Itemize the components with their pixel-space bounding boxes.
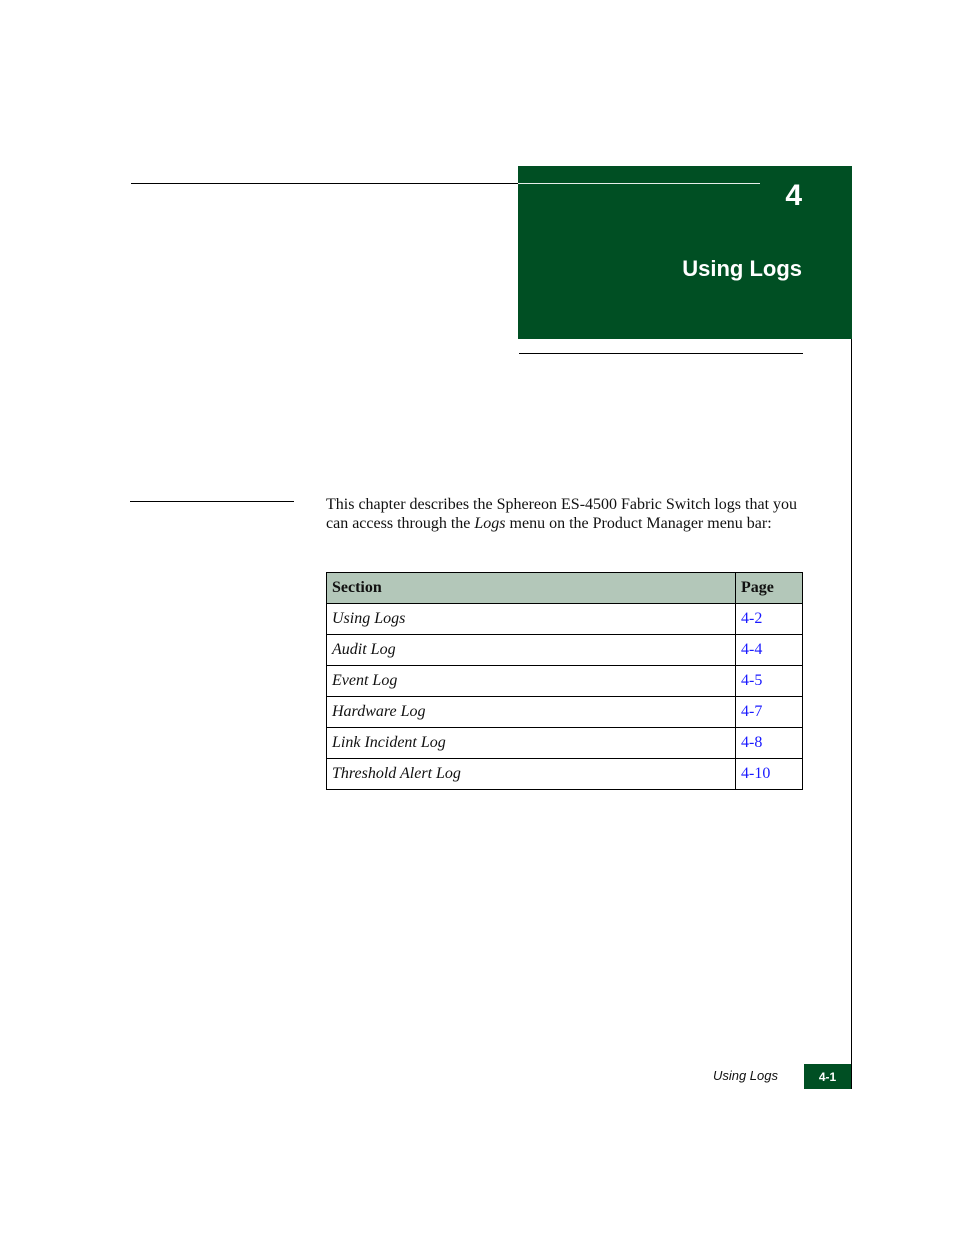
intro-menu-name: Logs xyxy=(474,515,506,532)
heading-underline xyxy=(519,353,803,354)
chapter-number: 4 xyxy=(785,179,802,212)
page-link[interactable]: 4-7 xyxy=(736,697,803,728)
section-cell: Audit Log xyxy=(327,635,736,666)
page-link[interactable]: 4-8 xyxy=(736,728,803,759)
page-link[interactable]: 4-4 xyxy=(736,635,803,666)
page-link[interactable]: 4-2 xyxy=(736,604,803,635)
table-row xyxy=(327,604,803,635)
chapter-title: Using Logs xyxy=(682,256,802,281)
table-row xyxy=(327,666,803,697)
table-header-row xyxy=(327,573,803,604)
table-row xyxy=(327,728,803,759)
table-row xyxy=(327,759,803,790)
table-row xyxy=(327,697,803,728)
section-cell: Event Log xyxy=(327,666,736,697)
footer-chapter-title: Using Logs xyxy=(712,1068,778,1083)
intro-text-before: This chapter describes the Sphereon ES-4500 Fabric Switch logs that you can access through the xyxy=(326,496,798,532)
table-row xyxy=(327,635,803,666)
heading-rule-inner xyxy=(518,183,760,184)
footer-page-number: 4-1 xyxy=(804,1064,851,1089)
section-cell: Hardware Log xyxy=(327,697,736,728)
intro-paragraph xyxy=(326,495,806,533)
side-rule xyxy=(130,501,294,502)
section-cell: Using Logs xyxy=(327,604,736,635)
contents-table xyxy=(326,572,803,790)
intro-text-after: menu on the Product Manager menu bar: xyxy=(505,515,772,532)
page-link[interactable]: 4-5 xyxy=(736,666,803,697)
section-cell: Threshold Alert Log xyxy=(327,759,736,790)
margin-vertical-rule xyxy=(851,339,852,1089)
section-header: Section xyxy=(327,573,736,604)
section-cell: Link Incident Log xyxy=(327,728,736,759)
page-header: Page xyxy=(736,573,803,604)
page-link[interactable]: 4-10 xyxy=(736,759,803,790)
